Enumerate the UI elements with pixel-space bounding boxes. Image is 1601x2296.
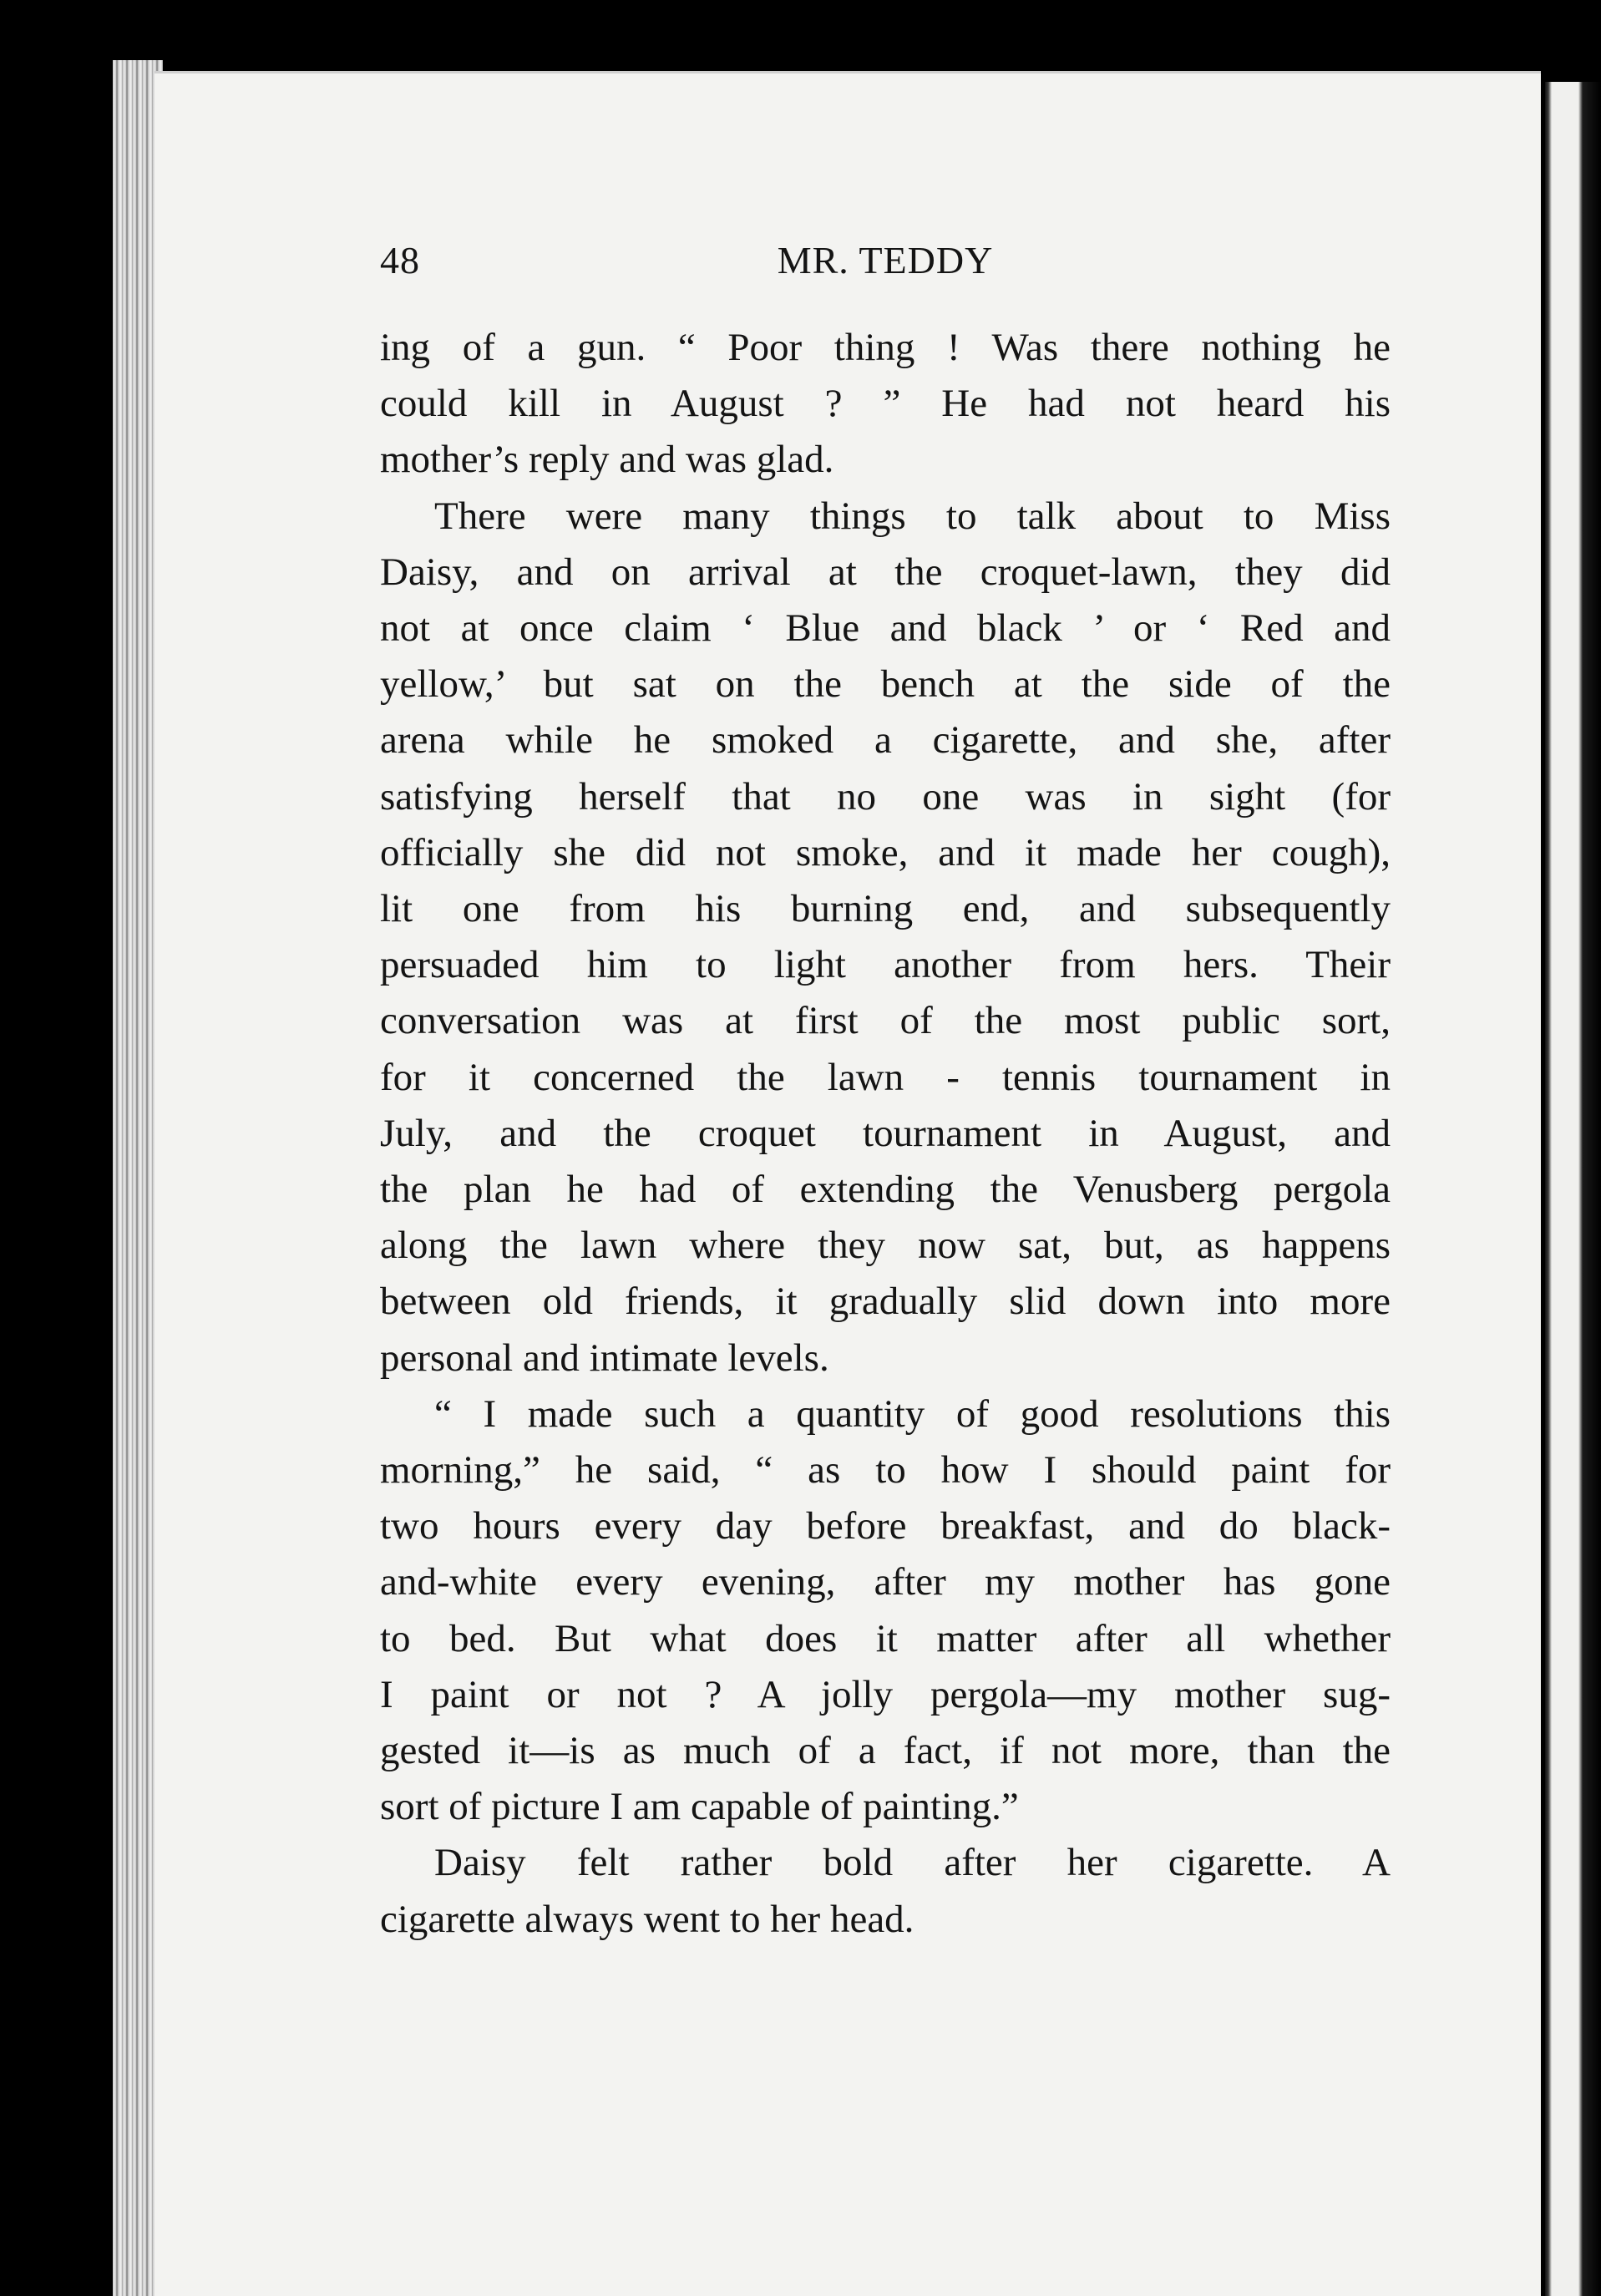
paragraph — [380, 1835, 1391, 1947]
text-line: not at once claim ‘ Blue and black ’ or ‘ Red and — [380, 606, 1391, 651]
text-line: two hours every day before breakfast, and do black- — [380, 1504, 1391, 1548]
running-head-title: MR. TEDDY — [777, 239, 994, 281]
facing-page-edge — [1545, 82, 1601, 2296]
text-line: conversation was at first of the most public sort, — [380, 999, 1391, 1043]
text-line: I paint or not ? A jolly pergola—my mother sug- — [380, 1672, 1391, 1716]
text-line: July, and the croquet tournament in August, and — [380, 1111, 1391, 1155]
text-line: between old friends, it gradually slid down into more — [380, 1280, 1391, 1324]
text-line: Daisy, and on arrival at the croquet-lawn, they did — [380, 550, 1391, 594]
text-line: along the lawn where they now sat, but, as happens — [380, 1224, 1391, 1268]
text-line: ing of a gun. “ Poor thing ! Was there nothing he — [380, 326, 1391, 369]
text-line: mother’s reply and was glad. — [380, 438, 834, 482]
text-line: cigarette always went to her head. — [380, 1897, 914, 1941]
text-line: the plan he had of extending the Venusberg pergola — [380, 1168, 1391, 1212]
text-line: officially she did not smoke, and it made her cough), — [380, 830, 1391, 874]
text-line: yellow,’ but sat on the bench at the side of the — [380, 662, 1391, 707]
text-line: “ I made such a quantity of good resolutions this — [434, 1391, 1391, 1436]
running-head — [380, 230, 1391, 288]
text-line: personal and intimate levels. — [380, 1336, 829, 1380]
text-line: There were many things to talk about to Miss — [434, 494, 1391, 538]
text-line: persuaded him to light another from hers. Their — [380, 943, 1391, 987]
paragraph — [380, 489, 1391, 1386]
body-text — [380, 320, 1391, 1948]
text-line: satisfying herself that no one was in sight (for — [380, 774, 1391, 819]
text-line: gested it—is as much of a fact, if not more, than the — [380, 1729, 1391, 1773]
text-line: arena while he smoked a cigarette, and she, after — [380, 718, 1391, 763]
text-line: Daisy felt rather bold after her cigarette. A — [434, 1841, 1391, 1885]
page-number: 48 — [380, 239, 420, 281]
text-line: could kill in August ? ” He had not heard his — [380, 382, 1391, 426]
text-line: for it concerned the lawn - tennis tournament in — [380, 1055, 1391, 1099]
paragraph — [380, 1386, 1391, 1836]
text-line: sort of picture I am capable of painting.” — [380, 1785, 1019, 1829]
page-content — [380, 230, 1391, 1948]
text-line: and-white every evening, after my mother has gone — [380, 1560, 1391, 1604]
text-line: to bed. But what does it matter after all whether — [380, 1616, 1391, 1660]
text-line: lit one from his burning end, and subsequently — [380, 887, 1391, 931]
text-line: morning,” he said, “ as to how I should paint for — [380, 1448, 1391, 1493]
paragraph — [380, 320, 1391, 489]
